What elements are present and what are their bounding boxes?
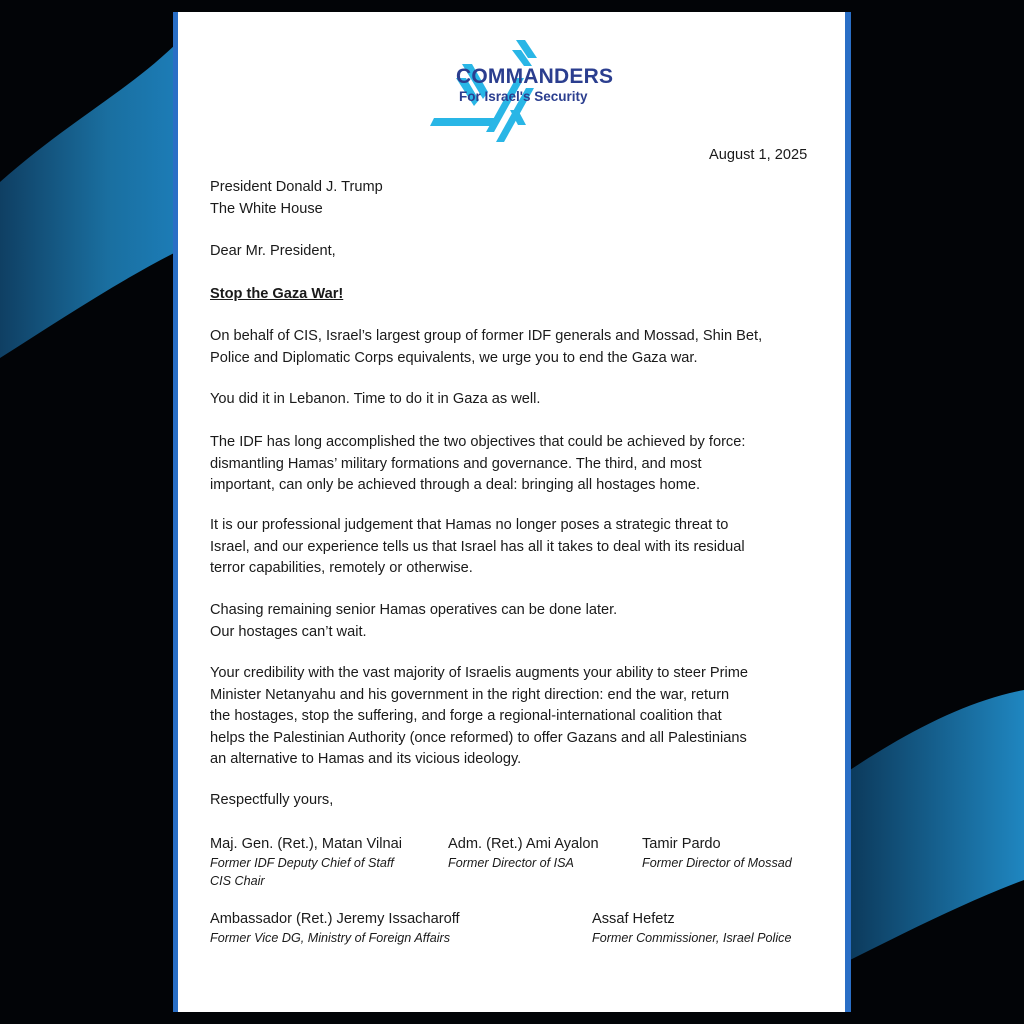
signatory-role: CIS Chair [210,874,265,888]
signatory-role: Former Vice DG, Ministry of Foreign Affairs [210,931,451,945]
paragraph-line: Chasing remaining senior Hamas operatives can be done later. [210,602,618,618]
paragraph-5 [210,600,617,643]
paragraph-line: It is our professional judgement that Hamas no longer poses a strategic threat to [210,517,729,533]
signatory-role: Former Director of ISA [448,856,574,870]
recipient-block [210,177,383,220]
recipient-name: President Donald J. Trump [210,179,383,195]
paragraph-6 [210,663,748,771]
paragraph-line: On behalf of CIS, Israel’s largest group of former IDF generals and Mossad, Shin Bet, [210,328,763,344]
letter-heading: Stop the Gaza War! [210,286,344,302]
paragraph-line: Your credibility with the vast majority of Israelis augments your ability to steer Prime [210,665,749,681]
recipient-address: The White House [210,200,323,217]
paragraph-line: an alternative to Hamas and its vicious ideology. [210,751,522,767]
letter-date: August 1, 2025 [709,147,808,163]
signatory-name: Tamir Pardo [642,836,721,852]
paragraph-line: terror capabilities, remotely or otherwise. [210,560,473,576]
paragraph-1 [210,326,762,369]
closing: Respectfully yours, [210,792,334,808]
salutation: Dear Mr. President, [210,243,336,259]
paragraph-line: You did it in Lebanon. Time to do it in Gaza as well. [210,391,541,407]
paragraph-line: Our hostages can’t wait. [210,623,367,640]
letter-page [173,12,851,1012]
logo-title: COMMANDERS [456,65,614,88]
signatory-vilnai [210,835,402,890]
signatory-role: Former IDF Deputy Chief of Staff [210,856,394,870]
signatory-role: Former Commissioner, Israel Police [592,931,792,945]
logo-subtitle: For Israel's Security [459,89,588,104]
signatory-ayalon [448,835,599,872]
signatory-role: Former Director of Mossad [642,856,792,870]
paragraph-line: The IDF has long accomplished the two objectives that could be achieved by force: [210,434,746,450]
paragraph-line: dismantling Hamas’ military formations and governance. The third, and most [210,455,702,472]
paragraph-4 [210,515,745,580]
signatory-issacharoff [210,910,460,947]
paragraph-line: Israel, and our experience tells us that Israel has all it takes to deal with its residual [210,538,745,555]
paragraph-line: the hostages, stop the suffering, and forge a regional-international coalition that [210,708,722,724]
signatory-name: Assaf Hefetz [592,911,675,927]
paragraph-3 [210,432,745,497]
signatory-name: Adm. (Ret.) Ami Ayalon [448,836,599,852]
signatory-hefetz [592,910,791,947]
signatory-pardo [642,835,792,872]
signatory-name: Ambassador (Ret.) Jeremy Issacharoff [210,911,460,927]
paragraph-line: helps the Palestinian Authority (once reformed) to offer Gazans and all Palestinians [210,729,747,746]
paragraph-2 [210,389,540,411]
paragraph-line: important, can only be achieved through a deal: bringing all hostages home. [210,477,701,493]
signatory-name: Maj. Gen. (Ret.), Matan Vilnai [210,836,402,852]
paragraph-line: Minister Netanyahu and his government in the right direction: end the war, return [210,686,730,703]
paragraph-line: Police and Diplomatic Corps equivalents, we urge you to end the Gaza war. [210,349,698,366]
